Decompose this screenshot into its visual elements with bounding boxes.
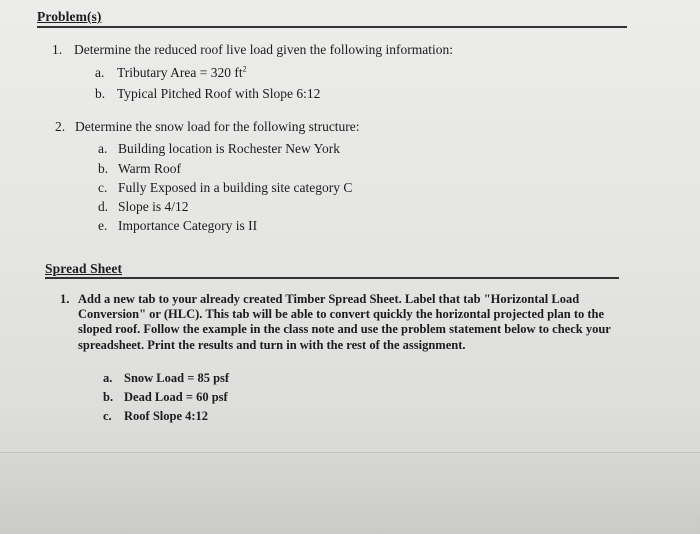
problem-1-text: Determine the reduced roof live load given the following information: [74,42,454,57]
spreadsheet-heading-rule [45,277,619,279]
spreadsheet-1b-letter: b. [103,390,114,404]
problem-2-text: Determine the snow load for the following structure: [75,119,360,134]
problem-1a-body: Tributary Area = 320 ft [117,65,243,80]
problem-1a-superscript: 2 [242,64,247,74]
problem-2e-letter: e. [98,218,108,233]
problem-1b-text: Typical Pitched Roof with Slope 6:12 [117,86,321,101]
desk-surface [0,452,700,534]
problem-2b-text: Warm Roof [118,161,182,176]
problem-1b-letter: b. [95,86,106,101]
spreadsheet-1a-letter: a. [103,371,113,385]
problem-1a-letter: a. [95,65,105,80]
spreadsheet-heading: Spread Sheet [45,261,123,276]
spreadsheet-1b-text: Dead Load = 60 psf [124,390,228,404]
problem-2a-text: Building location is Rochester New York [118,141,340,156]
problem-1-number: 1. [52,42,63,57]
problem-2c-letter: c. [98,180,108,195]
problems-heading-rule [37,26,627,28]
problems-heading: Problem(s) [37,9,102,24]
spreadsheet-1-number: 1. [60,292,70,306]
spreadsheet-1c-letter: c. [103,409,112,423]
problem-1a-text [117,65,247,81]
problem-2d-text: Slope is 4/12 [118,199,189,214]
problem-2a-letter: a. [98,141,108,156]
spreadsheet-1c-text: Roof Slope 4:12 [124,409,209,423]
problem-2d-letter: d. [98,199,109,214]
problem-2b-letter: b. [98,161,109,176]
spreadsheet-1a-text: Snow Load = 85 psf [124,371,230,385]
problem-2c-text: Fully Exposed in a building site category C [118,180,353,195]
problem-2-number: 2. [55,119,66,134]
problem-2e-text: Importance Category is II [118,218,258,233]
spreadsheet-1-text: Add a new tab to your already created Timber Spread Sheet. Label that tab "Horizontal Load Conversion" or (HLC). This tab will be able to convert quickly the horizontal projected plan to the sloped roof. Follow the example in the class note and use the problem statement below to check your spreadsheet. Print the results and turn in with the rest of the assignment. [78,292,611,352]
